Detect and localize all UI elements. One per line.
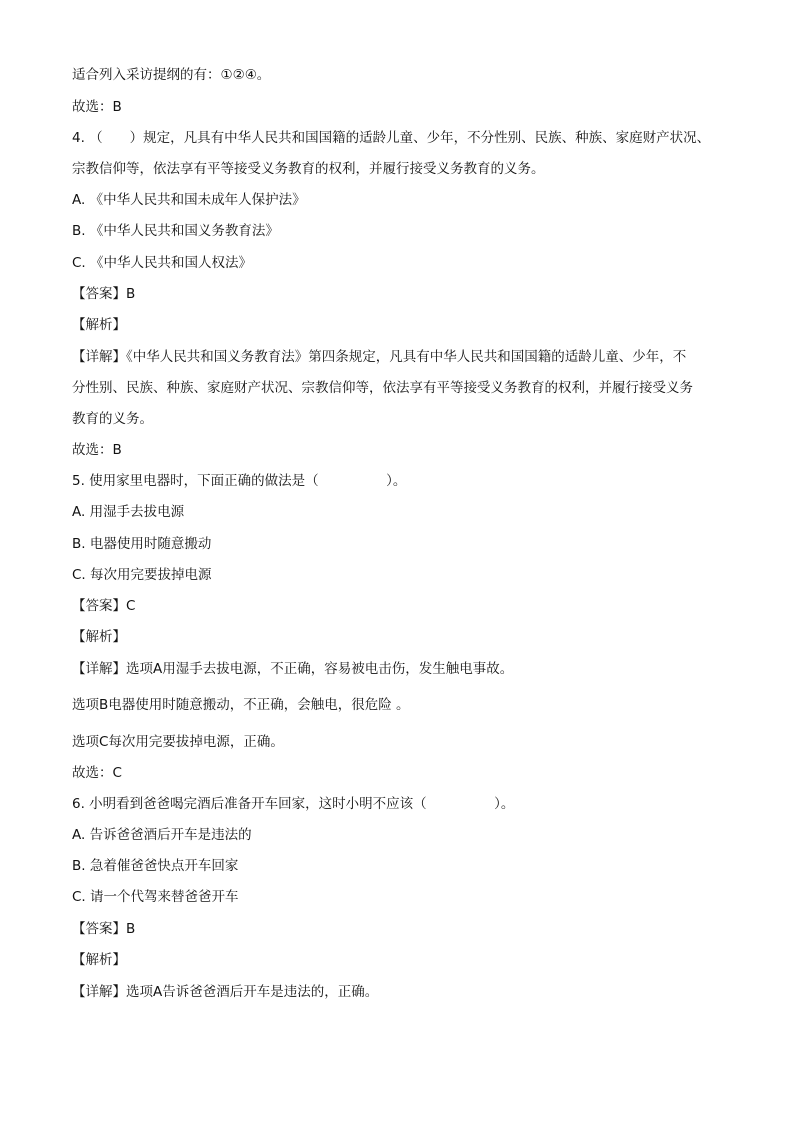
question-6-option-c: C. 请一个代驾来替爸爸开车: [72, 889, 239, 905]
question-5-choice: 故选：C: [72, 765, 122, 781]
question-5-option-b: B. 电器使用时随意搬动: [72, 536, 212, 552]
question-5-analysis-label: 【解析】: [72, 629, 126, 645]
question-6-option-a: A. 告诉爸爸酒后开车是违法的: [72, 827, 252, 843]
question-4-choice: 故选：B: [72, 442, 122, 458]
question-6-stem: 6. 小明看到爸爸喝完酒后准备开车回家，这时小明不应该（ ）。: [72, 796, 515, 812]
question-5-detail-b: 选项B电器使用时随意搬动，不正确，会触电，很危险 。: [72, 697, 410, 713]
question-4-option-a: A. 《中华人民共和国未成年人保护法》: [72, 192, 306, 208]
question-4-answer: 【答案】B: [72, 286, 136, 302]
question-4-detail-line-2: 分性别、民族、种族、家庭财产状况、宗教信仰等，依法享有平等接受义务教育的权利，并履行接受义务: [72, 380, 693, 396]
question-6-detail-a: 【详解】选项A告诉爸爸酒后开车是违法的，正确。: [72, 984, 379, 1000]
question-5-option-a: A. 用湿手去拔电源: [72, 504, 185, 520]
text-line-choice-prev: 故选：B: [72, 99, 122, 115]
question-4-stem-line-1: 4. （ ）规定，凡具有中华人民共和国国籍的适龄儿童、少年，不分性别、民族、种族、家庭财产状况、: [72, 130, 711, 146]
text-line-intro: 适合列入采访提纲的有：①②④。: [72, 67, 271, 83]
question-5-detail-c: 选项C每次用完要拔掉电源，正确。: [72, 734, 284, 750]
question-6-answer: 【答案】B: [72, 921, 136, 937]
question-4-stem-line-2: 宗教信仰等，依法享有平等接受义务教育的权利，并履行接受义务教育的义务。: [72, 161, 545, 177]
question-5-detail-a: 【详解】选项A用湿手去拔电源，不正确，容易被电击伤，发生触电事故。: [72, 661, 514, 677]
question-4-detail-line-3: 教育的义务。: [72, 411, 153, 427]
question-5-answer: 【答案】C: [72, 598, 136, 614]
question-5-option-c: C. 每次用完要拔掉电源: [72, 567, 212, 583]
question-4-detail-line-1: 【详解】《中华人民共和国义务教育法》第四条规定，凡具有中华人民共和国国籍的适龄儿童、少年，不: [72, 349, 687, 365]
question-6-option-b: B. 急着催爸爸快点开车回家: [72, 858, 239, 874]
question-5-stem: 5. 使用家里电器时，下面正确的做法是（ ）。: [72, 473, 407, 489]
question-6-analysis-label: 【解析】: [72, 952, 126, 968]
question-4-option-b: B. 《中华人民共和国义务教育法》: [72, 223, 279, 239]
question-4-option-c: C. 《中华人民共和国人权法》: [72, 255, 253, 271]
question-4-analysis-label: 【解析】: [72, 317, 126, 333]
